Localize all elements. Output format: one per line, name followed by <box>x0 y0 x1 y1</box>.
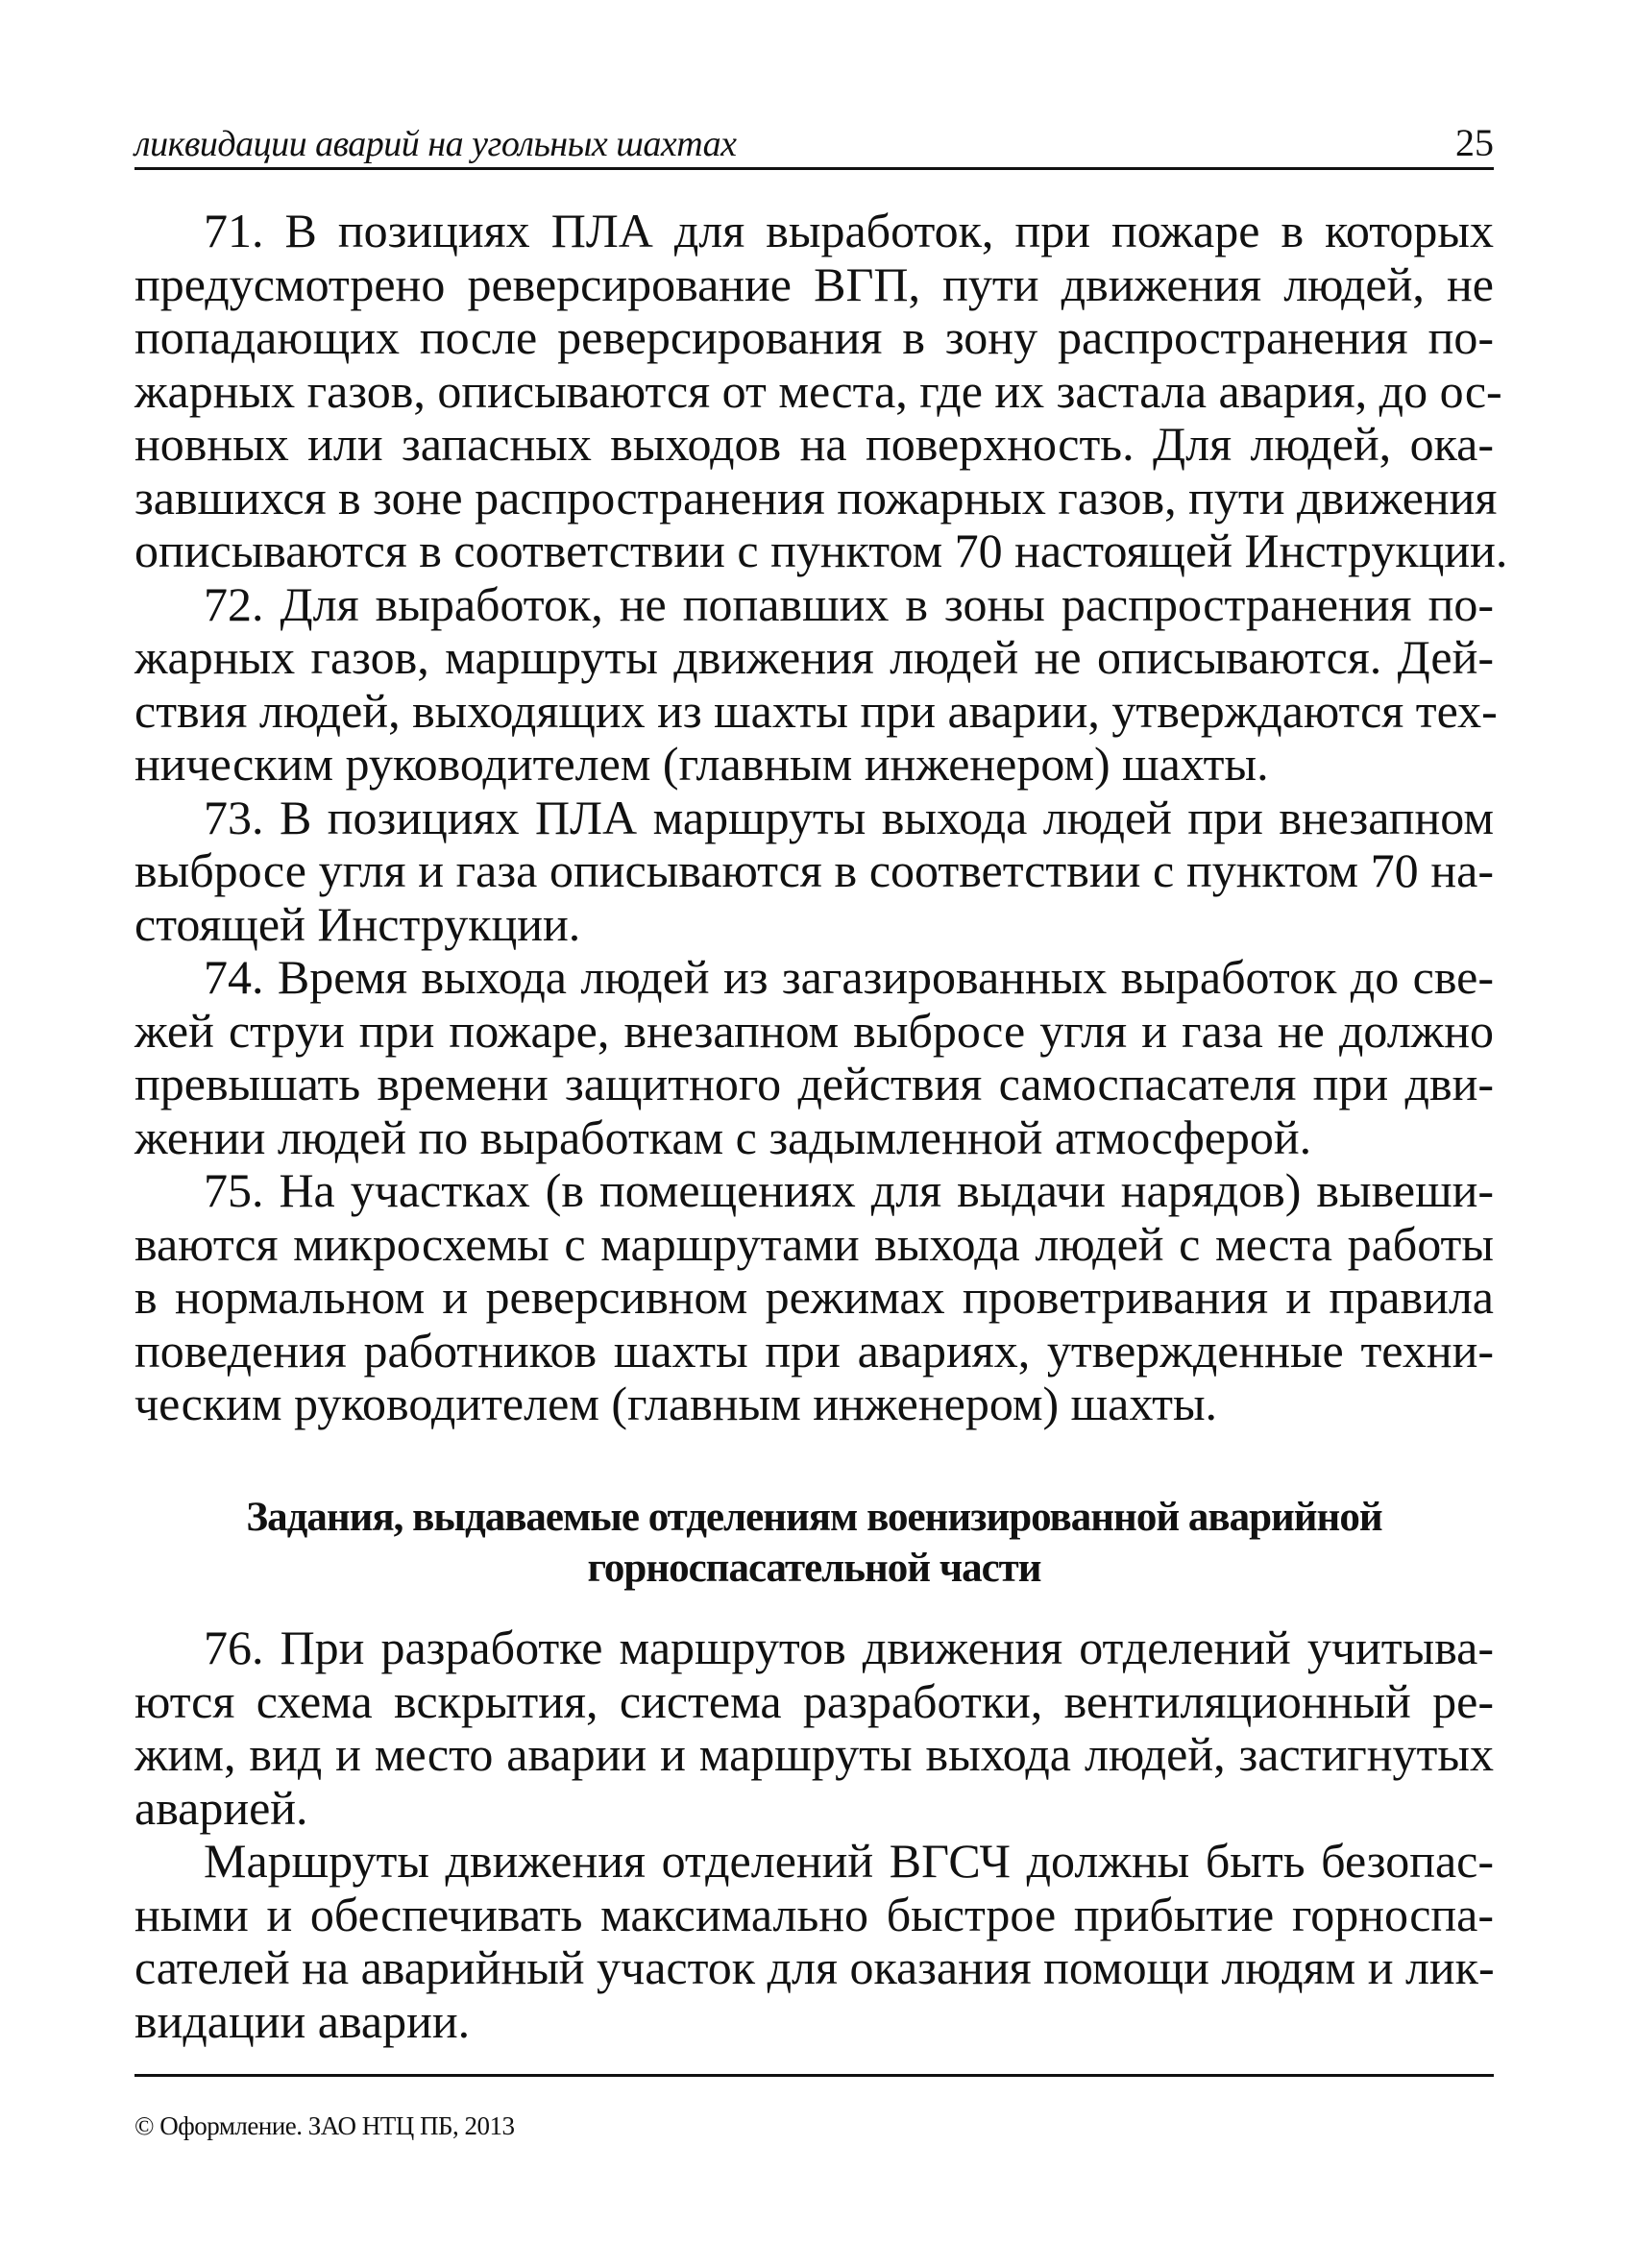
text-line: 75. На участках (в помещениях для выдачи нарядов) вывеши- <box>204 1163 1494 1217</box>
running-title: ликвидации аварий на угольных шахтах <box>134 124 737 164</box>
text-line: жарных газов, описываются от места, где их застала авария, до ос- <box>134 363 1502 418</box>
text-line: 73. В позициях ПЛА маршруты выхода людей при внезапном <box>204 790 1494 844</box>
paragraph <box>134 1835 1494 2048</box>
paragraph <box>134 1622 1494 1835</box>
body-section-items-71-75 <box>134 204 1508 1431</box>
text-line: жении людей по выработкам с задымленной атмосферой. <box>134 1110 1312 1164</box>
text-line: поведения работников шахты при авариях, утвержденные техни- <box>134 1323 1494 1378</box>
text-line: 72. Для выработок, не попавших в зоны распространения по- <box>204 576 1494 631</box>
text-line: жим, вид и место аварии и маршруты выхода людей, застигнутых <box>134 1727 1494 1781</box>
text-line: новных или запасных выходов на поверхность. Для людей, ока- <box>134 417 1494 471</box>
text-line: жей струи при пожаре, внезапном выбросе угля и газа не должно <box>134 1003 1494 1058</box>
text-line: выбросе угля и газа описываются в соответствии с пунктом 70 на- <box>134 843 1494 897</box>
text-line: Маршруты движения отделений ВГСЧ должны быть безопас- <box>204 1834 1494 1888</box>
text-line: 76. При разработке маршрутов движения отделений учитыва- <box>204 1621 1494 1674</box>
text-line: жарных газов, маршруты движения людей не описываются. Дей- <box>134 630 1494 684</box>
text-line: ваются микросхемы с маршрутами выхода людей с места работы <box>134 1216 1494 1271</box>
text-line: предусмотрено реверсирование ВГП, пути движения людей, не <box>134 256 1494 311</box>
text-line: превышать времени защитного действия самоспасателя при дви- <box>134 1057 1494 1110</box>
heading-line: горноспасательной части <box>587 1546 1041 1591</box>
text-line: ствия людей, выходящих из шахты при аварии, утверждаются тех- <box>134 683 1498 738</box>
paragraph <box>134 204 1508 578</box>
text-line: попадающих после реверсирования в зону распространения по- <box>134 310 1494 364</box>
text-line: завшихся в зоне распространения пожарных газов, пути движения <box>134 470 1498 524</box>
paragraph <box>134 792 1494 952</box>
text-line: ническим руководителем (главным инженером) шахты. <box>134 737 1269 791</box>
running-header <box>134 123 1494 170</box>
footer-copyright: © Оформление. ЗАО НТЦ ПБ, 2013 <box>134 2111 515 2140</box>
text-line: аварией. <box>134 1780 308 1835</box>
paragraph <box>134 576 1498 792</box>
section-heading <box>134 1492 1494 1594</box>
text-line: в нормальном и реверсивном режимах проветривания и правила <box>134 1270 1494 1324</box>
text-line: ются схема вскрытия, система разработки, вентиляционный ре- <box>134 1673 1494 1728</box>
text-line: сателей на аварийный участок для оказания помощи людям и лик- <box>134 1940 1495 1994</box>
text-line: ческим руководителем (главным инженером) шахты. <box>134 1377 1218 1430</box>
text-line: 71. В позициях ПЛА для выработок, при пожаре в которых <box>204 204 1494 257</box>
text-line: стоящей Инструкции. <box>134 896 581 951</box>
paragraph <box>134 951 1494 1164</box>
text-line: ными и обеспечивать максимально быстрое прибытие горноспа- <box>134 1887 1494 1941</box>
text-line: 74. Время выхода людей из загазированных выработок до све- <box>204 950 1494 1004</box>
heading-line: Задания, выдаваемые отделениям военизированной аварийной <box>246 1495 1382 1540</box>
body-section-item-76 <box>134 1622 1494 2048</box>
text-line: описываются в соответствии с пунктом 70 настоящей Инструкции. <box>134 524 1508 577</box>
footer-divider <box>134 2074 1494 2077</box>
page-number: 25 <box>1455 121 1494 164</box>
paragraph <box>134 1164 1494 1431</box>
text-line: видации аварии. <box>134 1993 471 2048</box>
